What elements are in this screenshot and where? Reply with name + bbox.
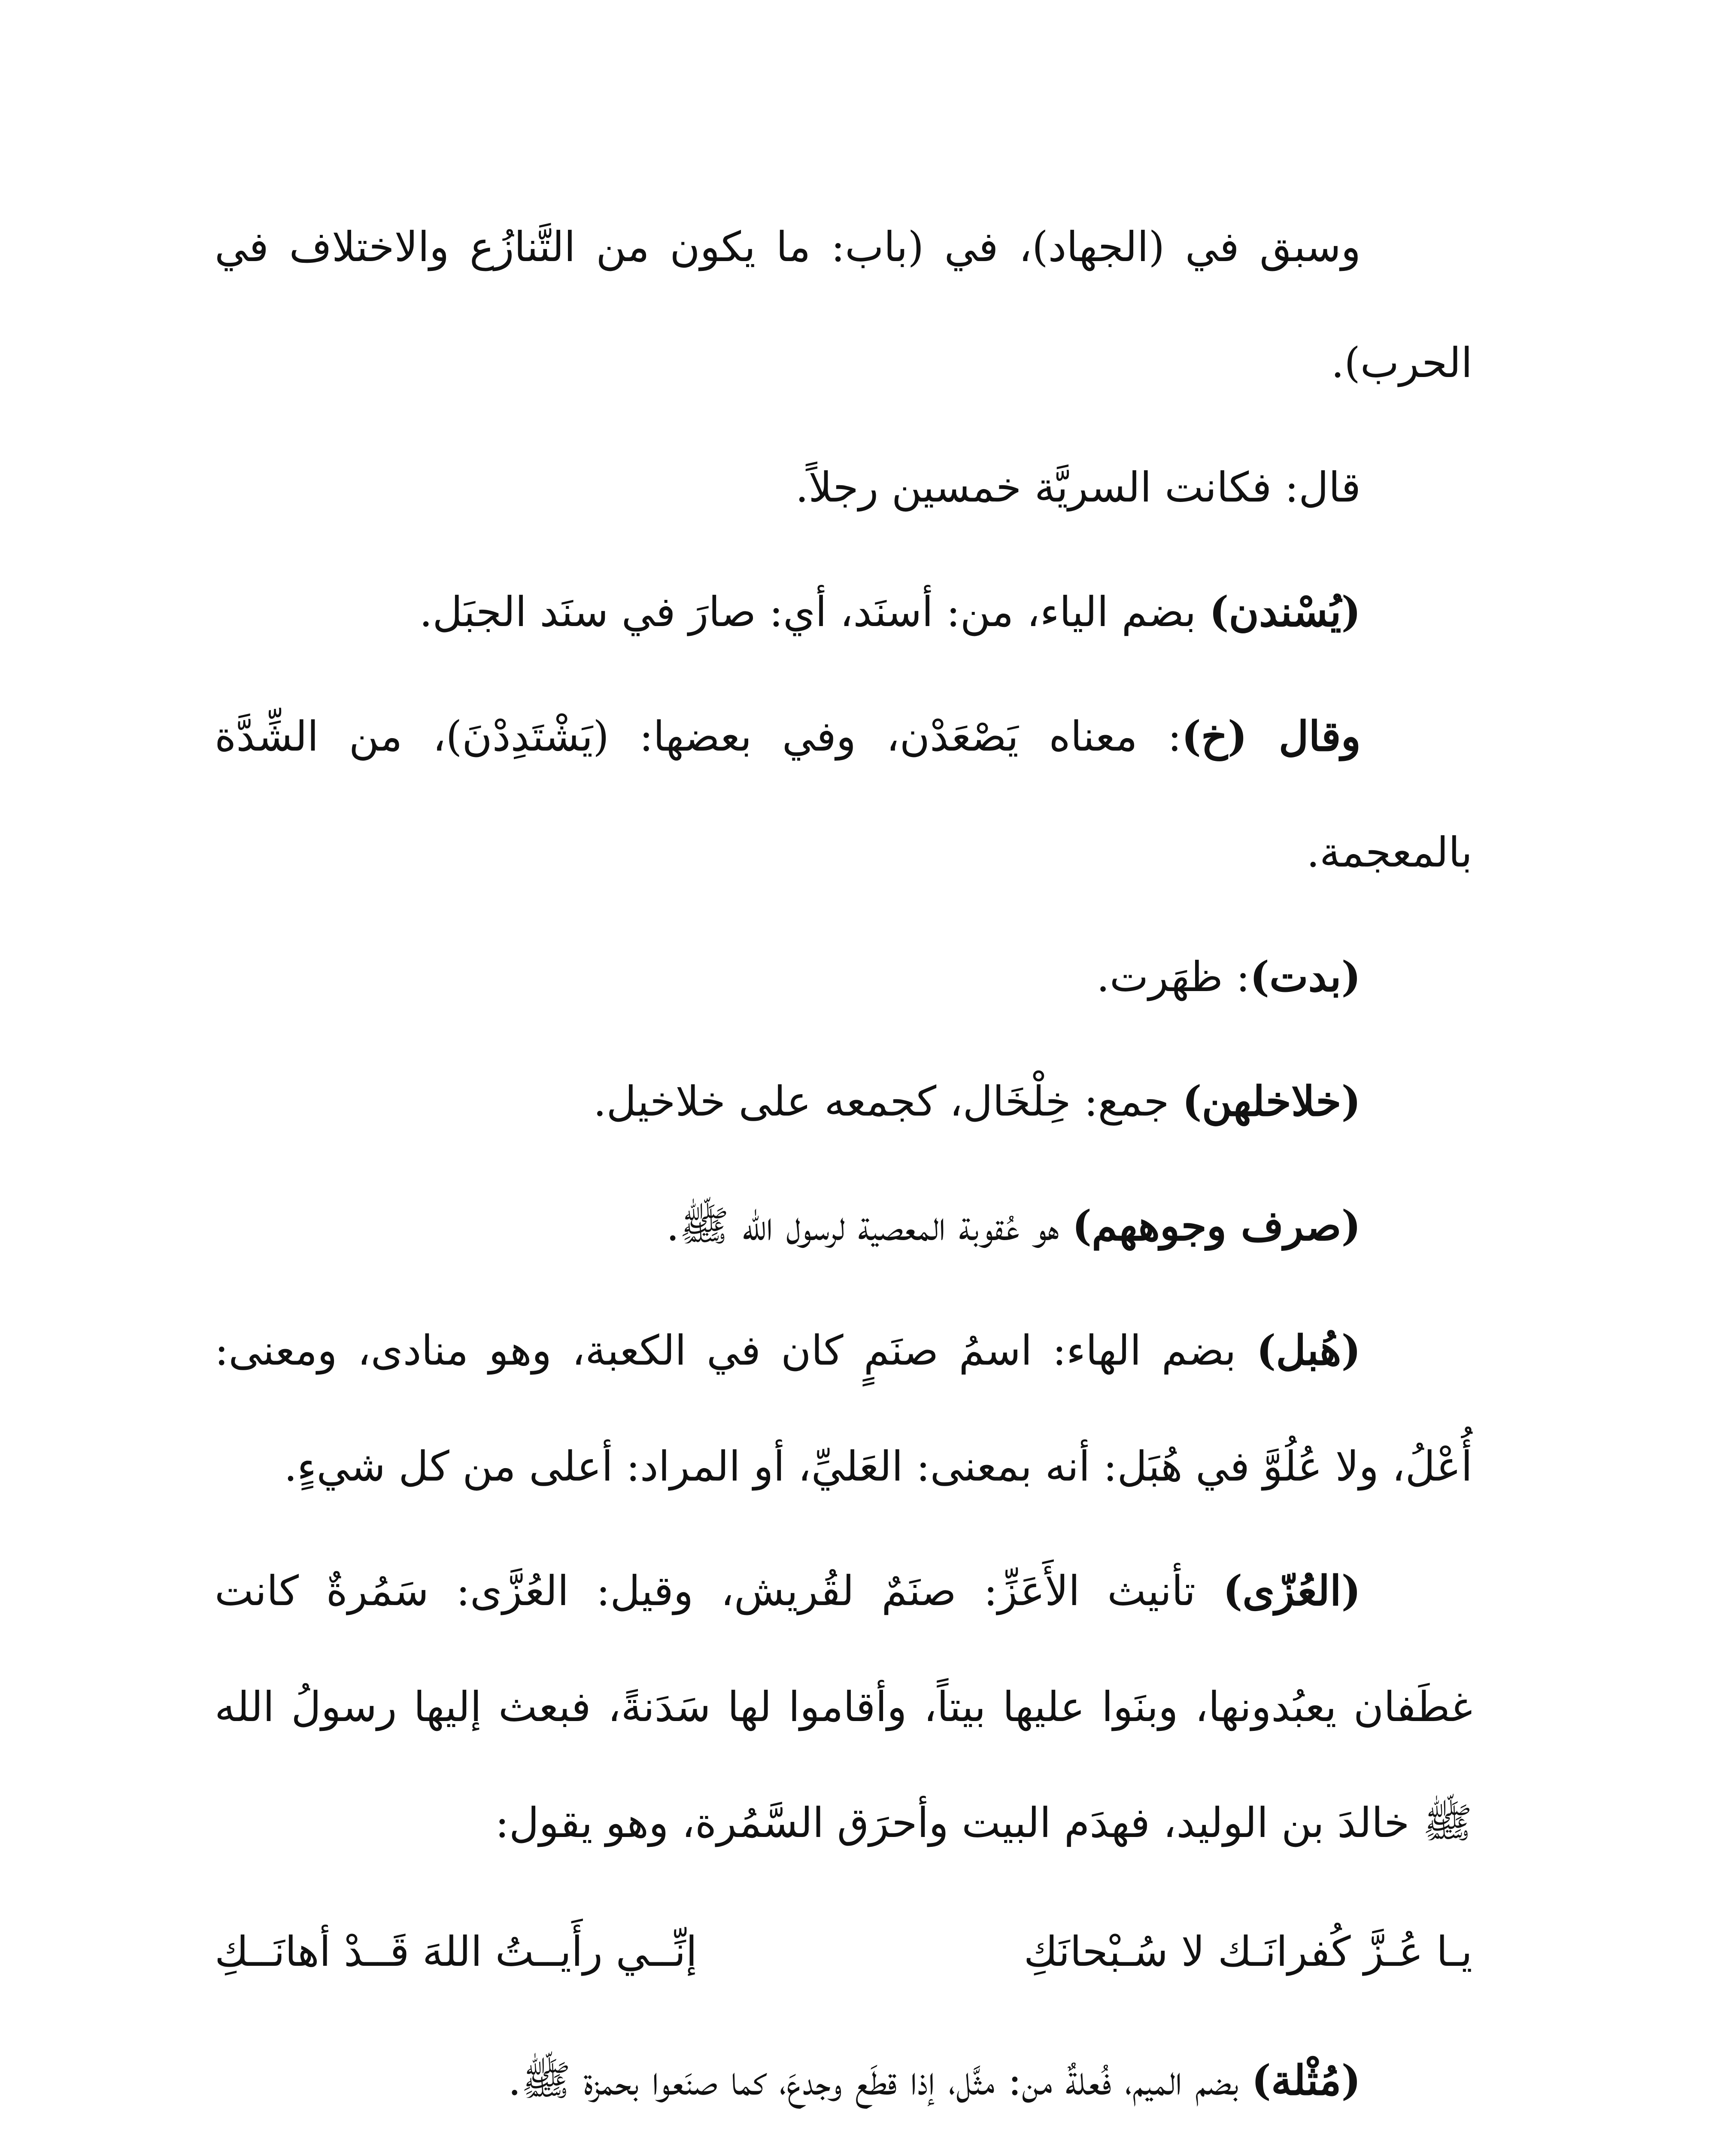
paragraph-text: : معناه يَصْعَدْن، وفي بعضها: (يَشْتَدِدْنَ)، من الشِّدَّة بالمعجمة. — [215, 712, 1472, 876]
paragraph-text: بضم الميم، فُعلةٌ من: مثَّل، إذا قطَع وجدعَ، كما صنَعوا بحمزة ﷺ. — [508, 2056, 1252, 2104]
paragraph-text: قال: فكانت السريَّة خمسين رجلاً. — [795, 463, 1361, 511]
verse-second-hemistich: إنِّــي رأَيــتُ اللهَ قَــدْ أهانَــكِ — [215, 1928, 698, 1976]
verse-first-hemistich: يـا عُـزَّ كُفرانَـك لا سُـبْحانَكِ — [1023, 1928, 1472, 1976]
page-body — [215, 189, 1472, 2147]
paragraph-jihad-reference — [215, 189, 1472, 421]
paragraph-text: هو عُقوبة المعصية لرسول الله ﷺ. — [666, 1202, 1072, 1250]
paragraph-term: وقال (خ) — [1181, 712, 1361, 760]
paragraph-sariyya — [215, 429, 1472, 545]
paragraph-khalakhil — [215, 1043, 1472, 1159]
paragraph-text: : ظهَرت. — [1096, 953, 1250, 1001]
paragraph-term: (هُبل) — [1256, 1326, 1361, 1375]
paragraph-hubal — [215, 1292, 1472, 1524]
paragraph-term: (العُزّى) — [1223, 1566, 1361, 1615]
paragraph-text: تأنيث الأَعَزِّ: صنَمٌ لقُريش، وقيل: العُزَّى: سَمُرةٌ كانت غطَفان يعبُدونها، وبنَوا عليها بيتاً، وأقاموا لها سَدَنةً، فبعث إليها رسولُ الله ﷺ خالدَ بن الوليد، فهدَم البيت وأحرَق السَّمُرة، وهو يقول: — [215, 1567, 1472, 1847]
paragraph-term: (صرف وجوههم) — [1072, 1201, 1361, 1250]
paragraph-term: (مُثْلة) — [1251, 2056, 1361, 2104]
paragraph-uzza — [215, 1533, 1472, 1881]
paragraph-yusnidna — [215, 554, 1472, 670]
poetry-verse — [215, 1894, 1472, 2010]
paragraph-text: وسبق في (الجهاد)، في (باب: ما يكون من التَّنازُع والاختلاف في الحرب). — [215, 223, 1472, 387]
paragraph-term: (خلاخلهن) — [1182, 1077, 1361, 1125]
paragraph-term: (يُسْندن) — [1209, 587, 1361, 636]
paragraph-badat — [215, 919, 1472, 1035]
paragraph-text: بضم الياء، من: أسنَد، أي: صارَ في سنَد الجبَل. — [419, 588, 1209, 636]
paragraph-muthla — [215, 2022, 1472, 2138]
paragraph-qala-kha — [215, 678, 1472, 910]
paragraph-sarf-wujuhihim — [215, 1168, 1472, 1284]
paragraph-text: بضم الهاء: اسمُ صنَمٍ كان في الكعبة، وهو منادى، ومعنى: أُعْلُ، ولا عُلُوَّ في هُبَل: أنه بمعنى: العَليِّ، أو المراد: أعلى من كل شيءٍ. — [215, 1326, 1472, 1490]
paragraph-term: (بدت) — [1250, 952, 1361, 1001]
paragraph-text: جمع: خِلْخَال، كجمعه على خلاخيل. — [593, 1077, 1183, 1125]
